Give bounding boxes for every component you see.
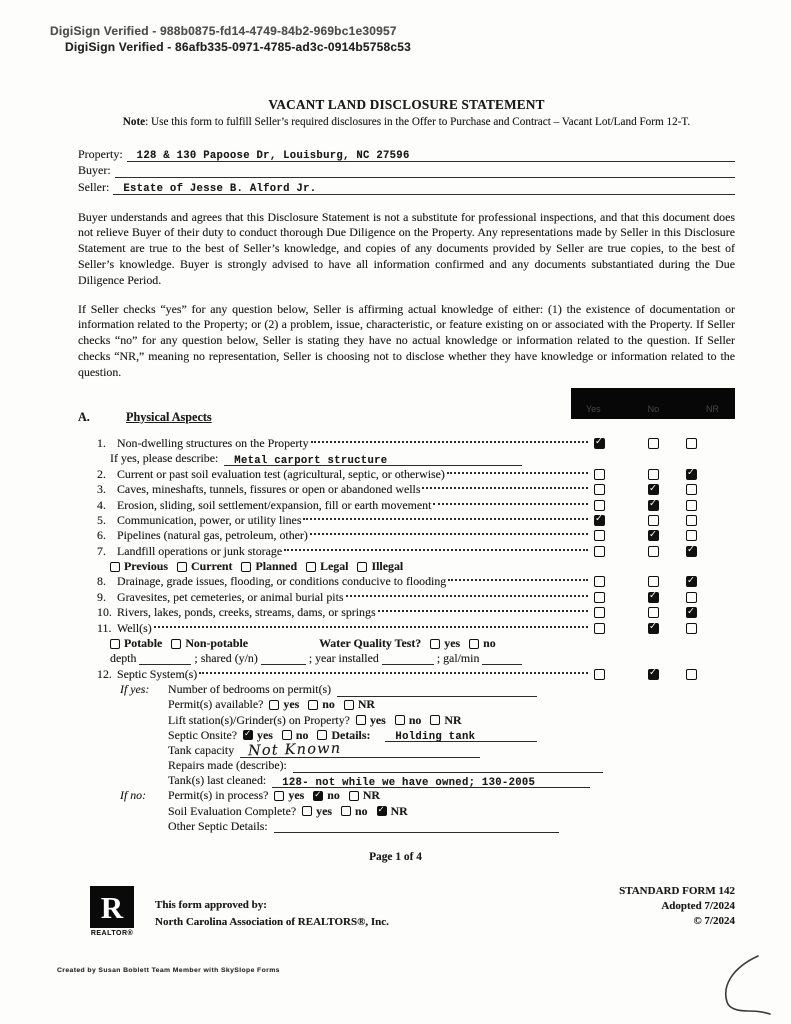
checkbox-nr[interactable] bbox=[686, 469, 697, 480]
question-number: 12. bbox=[97, 666, 112, 681]
q7-options-row bbox=[110, 559, 697, 574]
yes-label: yes bbox=[369, 712, 386, 727]
dotted-leader bbox=[447, 472, 588, 474]
buyer-value bbox=[115, 166, 125, 178]
association-line: North Carolina Association of REALTORS®, Inc. bbox=[155, 915, 389, 928]
bedrooms-input-line[interactable] bbox=[337, 683, 537, 697]
dotted-leader bbox=[284, 549, 588, 551]
property-value: 128 & 130 Papoose Dr, Louisburg, NC 27596 bbox=[136, 149, 410, 162]
dotted-leader bbox=[154, 626, 588, 628]
seller-label: Seller: bbox=[78, 179, 110, 194]
depth-label: depth bbox=[110, 651, 137, 666]
checkbox-nr[interactable] bbox=[686, 530, 697, 541]
option-label-legal: Legal bbox=[320, 559, 349, 574]
nr-label: NR bbox=[362, 788, 380, 803]
buyer-input-line[interactable] bbox=[115, 163, 735, 178]
question-text: Caves, mineshafts, tunnels, fissures or open or abandoned wells bbox=[117, 482, 421, 497]
other-septic-details-input-line[interactable] bbox=[274, 819, 559, 833]
realtor-logo-text: REALTOR® bbox=[90, 930, 134, 937]
checkbox-no[interactable] bbox=[648, 576, 659, 587]
details-label: Details: bbox=[331, 727, 371, 742]
seller-value: Estate of Jesse B. Alford Jr. bbox=[123, 182, 317, 195]
question-text: Septic System(s) bbox=[117, 666, 198, 681]
no-label: no bbox=[295, 727, 309, 742]
question-number: 5. bbox=[97, 512, 106, 527]
last-cleaned-label: Tank(s) last cleaned: bbox=[168, 773, 267, 788]
buyer-label: Buyer: bbox=[78, 163, 111, 177]
question-row-12 bbox=[78, 667, 697, 682]
q12-bedrooms-row bbox=[78, 682, 697, 697]
option-label-planned: Planned bbox=[255, 559, 298, 574]
checkbox-yes[interactable] bbox=[594, 592, 605, 603]
gal-min-input-line[interactable] bbox=[482, 653, 522, 665]
seller-input-line[interactable] bbox=[113, 180, 735, 195]
q1-describe-input-line[interactable] bbox=[224, 452, 522, 466]
q12-last-cleaned-row bbox=[168, 773, 697, 788]
details-value: Holding tank bbox=[395, 731, 476, 744]
checkbox-onsite-nr[interactable] bbox=[317, 730, 327, 740]
checkbox-nr[interactable] bbox=[686, 669, 697, 680]
checkbox-soileval-nr[interactable] bbox=[377, 806, 387, 816]
property-label: Property: bbox=[78, 146, 123, 161]
digisign-header bbox=[50, 24, 411, 54]
checkbox-yes[interactable] bbox=[594, 515, 605, 526]
question-number: 6. bbox=[97, 528, 106, 543]
question-row-9 bbox=[78, 590, 697, 605]
checkbox-lift-yes[interactable] bbox=[356, 715, 366, 725]
tank-capacity-label: Tank capacity bbox=[168, 742, 235, 757]
checkbox-potable[interactable] bbox=[110, 639, 120, 649]
section-heading: Physical Aspects bbox=[126, 409, 212, 424]
buyer-field bbox=[78, 162, 735, 179]
q11-depth-row bbox=[110, 651, 697, 666]
checkbox-illegal[interactable] bbox=[357, 562, 367, 572]
checkbox-nr[interactable] bbox=[686, 576, 697, 587]
option-label-current: Current bbox=[191, 559, 233, 574]
other-septic-details-label: Other Septic Details: bbox=[168, 818, 268, 833]
checkbox-legal[interactable] bbox=[306, 562, 316, 572]
wqt-yes-label: yes bbox=[444, 636, 461, 651]
soil-eval-label: Soil Evaluation Complete? bbox=[168, 803, 297, 818]
dotted-leader bbox=[311, 441, 588, 443]
question-text: Well(s) bbox=[117, 620, 152, 635]
no-label: no bbox=[322, 697, 335, 712]
checkbox-no[interactable] bbox=[648, 515, 659, 526]
checkbox-yes[interactable] bbox=[594, 576, 605, 587]
section-letter: A. bbox=[78, 409, 90, 424]
tank-capacity-input-line[interactable] bbox=[240, 742, 480, 758]
checkbox-nr[interactable] bbox=[686, 607, 697, 618]
potable-label: Potable bbox=[124, 636, 163, 651]
question-row-1 bbox=[78, 436, 697, 451]
no-label: no bbox=[327, 788, 340, 803]
checkbox-yes[interactable] bbox=[594, 438, 605, 449]
realtor-logo-box bbox=[90, 886, 134, 928]
col-header-nr: NR bbox=[705, 404, 719, 414]
checkbox-nr[interactable] bbox=[686, 592, 697, 603]
checkbox-lift-no[interactable] bbox=[395, 715, 405, 725]
question-text: Drainage, grade issues, flooding, or conditions conducive to flooding bbox=[117, 574, 447, 589]
q1-describe-row bbox=[110, 451, 697, 466]
option-label-illegal: Illegal bbox=[371, 559, 404, 574]
dotted-leader bbox=[422, 487, 588, 489]
question-text: Pipelines (natural gas, petroleum, other) bbox=[117, 528, 308, 543]
checkbox-no[interactable] bbox=[648, 592, 659, 603]
option-label-previous: Previous bbox=[124, 559, 169, 574]
dotted-leader bbox=[310, 533, 588, 535]
dotted-leader bbox=[199, 672, 588, 674]
repairs-input-line[interactable] bbox=[293, 759, 603, 773]
permits-available-label: Permit(s) available? bbox=[168, 697, 264, 712]
q1-describe-label: If yes, please describe: bbox=[110, 451, 219, 466]
water-quality-test-label: Water Quality Test? bbox=[319, 636, 422, 651]
checkbox-yes[interactable] bbox=[594, 669, 605, 680]
yes-label: yes bbox=[257, 727, 273, 742]
year-installed-label: ; year installed bbox=[308, 651, 379, 666]
question-text: Non-dwelling structures on the Property bbox=[117, 435, 309, 450]
bedrooms-label: Number of bedrooms on permit(s) bbox=[168, 682, 332, 697]
q12-lift-row bbox=[168, 712, 697, 727]
q11-well-type-row bbox=[110, 636, 697, 651]
checkbox-wqt-no[interactable] bbox=[469, 639, 479, 649]
question-row-4 bbox=[78, 497, 697, 512]
tank-capacity-value: Not Known bbox=[247, 741, 342, 760]
standard-form-number: STANDARD FORM 142 bbox=[619, 885, 735, 897]
question-row-3 bbox=[78, 482, 697, 497]
checkbox-nr[interactable] bbox=[686, 623, 697, 634]
col-header-no: No bbox=[647, 404, 660, 414]
checkbox-yes[interactable] bbox=[594, 530, 605, 541]
property-input-line[interactable] bbox=[127, 147, 735, 162]
question-row-2 bbox=[78, 467, 697, 482]
checkbox-soileval-no[interactable] bbox=[341, 806, 351, 816]
checkbox-no[interactable] bbox=[648, 669, 659, 680]
checkbox-onsite-yes[interactable] bbox=[243, 730, 253, 740]
yes-label: yes bbox=[288, 788, 305, 803]
question-number: 2. bbox=[97, 466, 106, 481]
question-number: 9. bbox=[97, 589, 106, 604]
checkbox-no[interactable] bbox=[648, 530, 659, 541]
dotted-leader bbox=[378, 610, 588, 612]
property-field bbox=[78, 145, 735, 162]
year-installed-input-line[interactable] bbox=[382, 653, 434, 665]
question-row-8 bbox=[78, 574, 697, 589]
checkbox-wqt-yes[interactable] bbox=[430, 639, 440, 649]
copyright-date: © 7/2024 bbox=[693, 914, 735, 927]
q12-repairs-row bbox=[168, 758, 697, 773]
question-text: Erosion, sliding, soil settlement/expansion, fill or earth movement bbox=[117, 497, 432, 512]
created-by-note: Created by Susan Boblett Team Member with SkySlope Forms bbox=[57, 967, 280, 974]
nr-label: NR bbox=[444, 712, 462, 727]
checkbox-non-potable[interactable] bbox=[171, 639, 181, 649]
col-header-yes: Yes bbox=[586, 404, 601, 414]
q12-inprocess-row bbox=[78, 788, 697, 803]
checkbox-yes[interactable] bbox=[594, 546, 605, 557]
form-note bbox=[78, 116, 735, 128]
question-row-10 bbox=[78, 605, 697, 620]
yes-label: yes bbox=[316, 803, 332, 818]
question-text: Current or past soil evaluation test (agricultural, septic, or otherwise) bbox=[117, 466, 445, 481]
adopted-date: Adopted 7/2024 bbox=[661, 899, 735, 912]
shared-label: ; shared (y/n) bbox=[194, 651, 258, 666]
checkbox-inprocess-no[interactable] bbox=[313, 791, 323, 801]
q12-onsite-row bbox=[168, 728, 697, 743]
digisign-line-1: DigiSign Verified - 988b0875-fd14-4749-84b2-969bc1e30957 bbox=[50, 24, 397, 38]
checkbox-no[interactable] bbox=[648, 500, 659, 511]
page-number: Page 1 of 4 bbox=[369, 851, 422, 863]
question-row-5 bbox=[78, 513, 697, 528]
checkbox-no[interactable] bbox=[648, 623, 659, 634]
checkbox-yes[interactable] bbox=[594, 623, 605, 634]
seller-field bbox=[78, 178, 735, 195]
note-label: Note bbox=[122, 116, 146, 128]
question-text: Communication, power, or utility lines bbox=[117, 512, 302, 527]
disclosure-paragraph-2: If Seller checks “yes” for any question below, Seller is affirming actual knowledge of either: (1) the existence of documentation or information related to the Property; or (2) a problem, issue, characteristic, or feature existing on or associated with the Property. If Seller checks “no” for any question below, Seller is stating they have no actual knowledge or information related to the question. If Seller checks “NR,” meaning no representation, Seller is choosing not to disclose whether they have knowledge or information related to the question. bbox=[78, 301, 735, 379]
question-number: 10. bbox=[97, 605, 112, 620]
septic-onsite-label: Septic Onsite? bbox=[168, 727, 238, 742]
checkbox-yes[interactable] bbox=[594, 484, 605, 495]
checkbox-nr[interactable] bbox=[686, 438, 697, 449]
q1-describe-value: Metal carport structure bbox=[234, 454, 388, 467]
checkbox-inprocess-nr[interactable] bbox=[349, 791, 359, 801]
disclosure-paragraph-1: Buyer understands and agrees that this Disclosure Statement is not a substitute for professional inspections, and that this document does not relieve Buyer of their duty to conduct thorough Due Diligence on the Property. Any representations made by Seller in this Disclosure Statement are true to the best of Seller’s knowledge, and copies of any documents provided by Seller are true copies, to the best of Seller’s knowledge. Buyer is strongly advised to have all information confirmed and any documents substantiated during the Due Diligence Period. bbox=[78, 209, 735, 287]
question-number: 11. bbox=[97, 620, 112, 635]
shared-input-line[interactable] bbox=[261, 653, 306, 665]
handwritten-mark bbox=[710, 952, 772, 1022]
question-number: 7. bbox=[97, 543, 106, 558]
repairs-label: Repairs made (describe): bbox=[168, 758, 287, 773]
question-row-11 bbox=[78, 620, 697, 635]
checkbox-no[interactable] bbox=[648, 469, 659, 480]
question-number: 4. bbox=[97, 497, 106, 512]
q12-permits-row bbox=[168, 697, 697, 712]
non-potable-label: Non-potable bbox=[185, 636, 249, 651]
details-input-line[interactable] bbox=[385, 728, 537, 742]
q12-soil-eval-row bbox=[168, 804, 697, 819]
if-no-label: If no: bbox=[120, 788, 147, 803]
approved-by-line: This form approved by: bbox=[155, 899, 267, 911]
note-text: : Use this form to fulfill Seller’s required disclosures in the Offer to Purchase and Contract – Vacant Lot/Land Form 12-T. bbox=[145, 116, 691, 128]
last-cleaned-input-line[interactable] bbox=[272, 774, 590, 788]
question-text: Gravesites, pet cemeteries, or animal burial pits bbox=[117, 589, 344, 604]
checkbox-permits-no[interactable] bbox=[308, 700, 318, 710]
depth-input-line[interactable] bbox=[139, 653, 191, 665]
q12-other-details-row bbox=[168, 819, 697, 834]
no-label: no bbox=[355, 803, 368, 818]
question-list bbox=[78, 436, 735, 834]
checkbox-no[interactable] bbox=[648, 438, 659, 449]
nr-label: NR bbox=[357, 697, 376, 712]
if-yes-label: If yes: bbox=[120, 682, 150, 697]
wqt-no-label: no bbox=[483, 636, 496, 651]
checkbox-previous[interactable] bbox=[110, 562, 120, 572]
question-text: Landfill operations or junk storage bbox=[117, 543, 283, 558]
dotted-leader bbox=[303, 518, 588, 520]
realtor-r-icon: R bbox=[100, 889, 124, 925]
lift-station-label: Lift station(s)/Grinder(s) on Property? bbox=[168, 712, 350, 727]
yes-label: yes bbox=[283, 697, 300, 712]
permits-in-process-label: Permit(s) in process? bbox=[168, 788, 269, 803]
form-meta-block bbox=[619, 884, 735, 929]
dotted-leader bbox=[346, 595, 588, 597]
no-label: no bbox=[408, 712, 422, 727]
page-title: VACANT LAND DISCLOSURE STATEMENT bbox=[268, 97, 545, 112]
gal-min-label: ; gal/min bbox=[436, 651, 480, 666]
checkbox-no[interactable] bbox=[648, 484, 659, 495]
dotted-leader bbox=[448, 579, 588, 581]
checkbox-current[interactable] bbox=[177, 562, 187, 572]
checkbox-onsite-no[interactable] bbox=[282, 730, 292, 740]
question-row-6 bbox=[78, 528, 697, 543]
checkbox-yes[interactable] bbox=[594, 469, 605, 480]
nr-label: NR bbox=[390, 803, 408, 818]
checkbox-nr[interactable] bbox=[686, 484, 697, 495]
checkbox-permits-nr[interactable] bbox=[344, 700, 354, 710]
question-text: Rivers, lakes, ponds, creeks, streams, dams, or springs bbox=[117, 605, 376, 620]
checkbox-nr[interactable] bbox=[686, 515, 697, 526]
digisign-line-2: DigiSign Verified - 86afb335-0971-4785-ad3c-0914b5758c53 bbox=[65, 40, 412, 54]
checkbox-soileval-yes[interactable] bbox=[302, 806, 312, 816]
checkbox-no[interactable] bbox=[648, 607, 659, 618]
checkbox-yes[interactable] bbox=[594, 607, 605, 618]
checkbox-planned[interactable] bbox=[241, 562, 251, 572]
realtor-logo bbox=[86, 886, 138, 937]
checkbox-yes[interactable] bbox=[594, 500, 605, 511]
checkbox-nr[interactable] bbox=[686, 546, 697, 557]
checkbox-lift-nr[interactable] bbox=[430, 715, 440, 725]
dotted-leader bbox=[433, 503, 588, 505]
question-number: 1. bbox=[97, 435, 106, 450]
question-number: 8. bbox=[97, 574, 106, 589]
checkbox-inprocess-yes[interactable] bbox=[274, 791, 284, 801]
section-a-heading-row bbox=[78, 410, 735, 425]
checkbox-no[interactable] bbox=[648, 546, 659, 557]
question-number: 3. bbox=[97, 482, 106, 497]
approved-by-block bbox=[155, 897, 389, 930]
checkbox-nr[interactable] bbox=[686, 500, 697, 511]
question-row-7 bbox=[78, 544, 697, 559]
checkbox-permits-yes[interactable] bbox=[269, 700, 279, 710]
q12-tank-capacity-row bbox=[168, 743, 697, 758]
last-cleaned-value: 128- not while we have owned; 130-2005 bbox=[282, 776, 536, 789]
